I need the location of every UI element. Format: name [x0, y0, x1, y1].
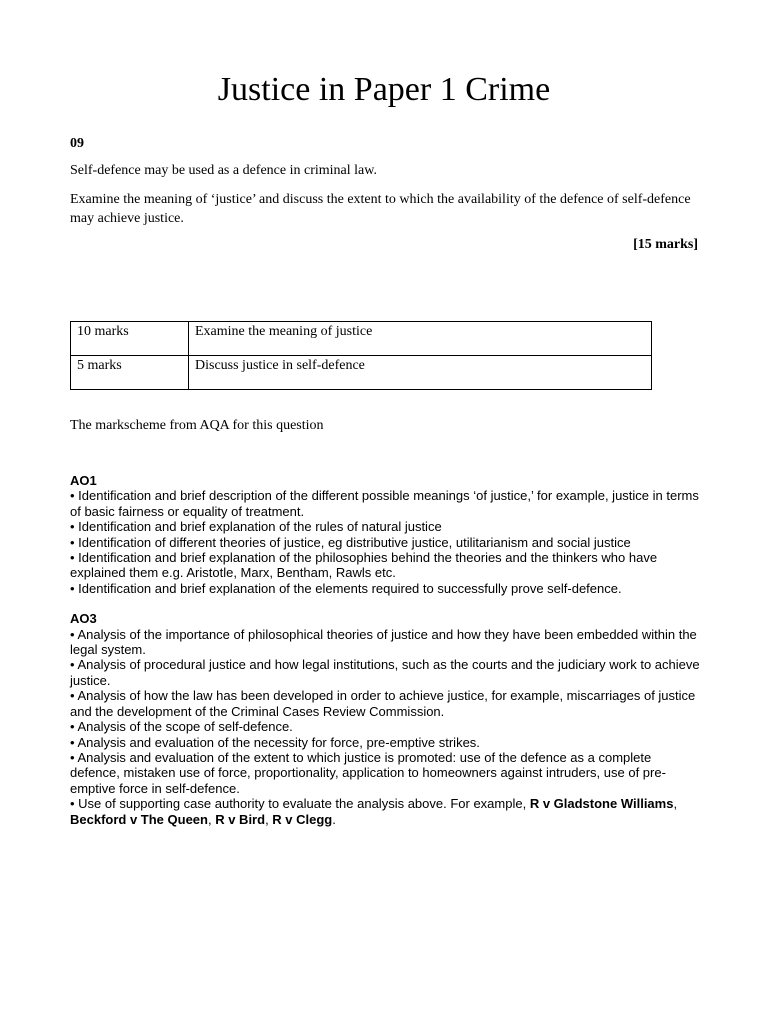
markscheme	[70, 473, 700, 827]
case-name: Beckford v The Queen	[70, 811, 208, 827]
ao1-section	[70, 473, 700, 596]
section-heading: AO3	[70, 611, 97, 627]
case-name: R v Bird	[215, 811, 266, 827]
page-title: Justice in Paper 1 Crime	[217, 71, 551, 108]
list-item: • Identification and brief explanation of the philosophies behind the theories and the thinkers who have explained them e.g. Aristotle, Marx, Bentham, Rawls etc.	[70, 550, 658, 581]
list-item: • Analysis of the importance of philosophical theories of justice and how they have been embedded within the legal system.	[70, 626, 697, 658]
list-item: • Identification and brief description of the different possible meanings ‘of justice,’ for example, justice in terms of basic fairness or equality of treatment.	[70, 488, 699, 519]
question-number: 09	[70, 136, 84, 151]
section-heading: AO1	[70, 473, 97, 488]
list-item: • Identification of different theories of justice, eg distributive justice, utilitarianism and social justice	[70, 534, 631, 550]
list-item-end: .	[332, 811, 336, 827]
table-row	[71, 322, 652, 356]
question-task: Examine the meaning of ‘justice’ and discuss the extent to which the availability of the defence of self-defence may achieve justice.	[70, 192, 691, 226]
case-name: R v Clegg	[272, 811, 333, 827]
list-item: • Analysis of procedural justice and how legal institutions, such as the courts and the judiciary work to achieve justice.	[70, 657, 700, 688]
question-statement: Self-defence may be used as a defence in criminal law.	[70, 163, 377, 178]
markscheme-intro: The markscheme from AQA for this question	[70, 418, 324, 433]
case-separator: ,	[673, 796, 678, 812]
case-name: R v Gladstone Williams	[529, 796, 674, 812]
list-item: • Analysis and evaluation of the extent to which justice is promoted: use of the defence as a complete defence, mistaken use of force, proportionality, application to homeowners against intruders, use of pre-emptive force in self-defence.	[70, 749, 666, 796]
case-separator: ,	[265, 811, 273, 827]
question-marks: [15 marks]	[633, 237, 698, 252]
table-cell-description: Discuss justice in self-defence	[189, 356, 652, 390]
case-separator: ,	[207, 811, 216, 827]
list-item	[70, 796, 700, 827]
list-item-text: • Use of supporting case authority to evaluate the analysis above. For example,	[70, 796, 530, 812]
table-row	[71, 356, 652, 390]
list-item: • Identification and brief explanation of the elements required to successfully prove self-defence.	[70, 580, 622, 596]
list-item: • Identification and brief explanation of the rules of natural justice	[70, 519, 442, 535]
table-cell-marks: 10 marks	[71, 322, 189, 356]
list-item: • Analysis of how the law has been developed in order to achieve justice, for example, miscarriages of justice and the development of the Criminal Cases Review Commission.	[70, 688, 696, 719]
table-cell-description: Examine the meaning of justice	[189, 322, 652, 356]
list-item: • Analysis and evaluation of the necessity for force, pre-emptive strikes.	[70, 734, 480, 750]
table-cell-marks: 5 marks	[71, 356, 189, 390]
list-item: • Analysis of the scope of self-defence.	[70, 719, 293, 735]
ao3-section	[70, 611, 700, 827]
marks-breakdown-table	[70, 321, 652, 390]
